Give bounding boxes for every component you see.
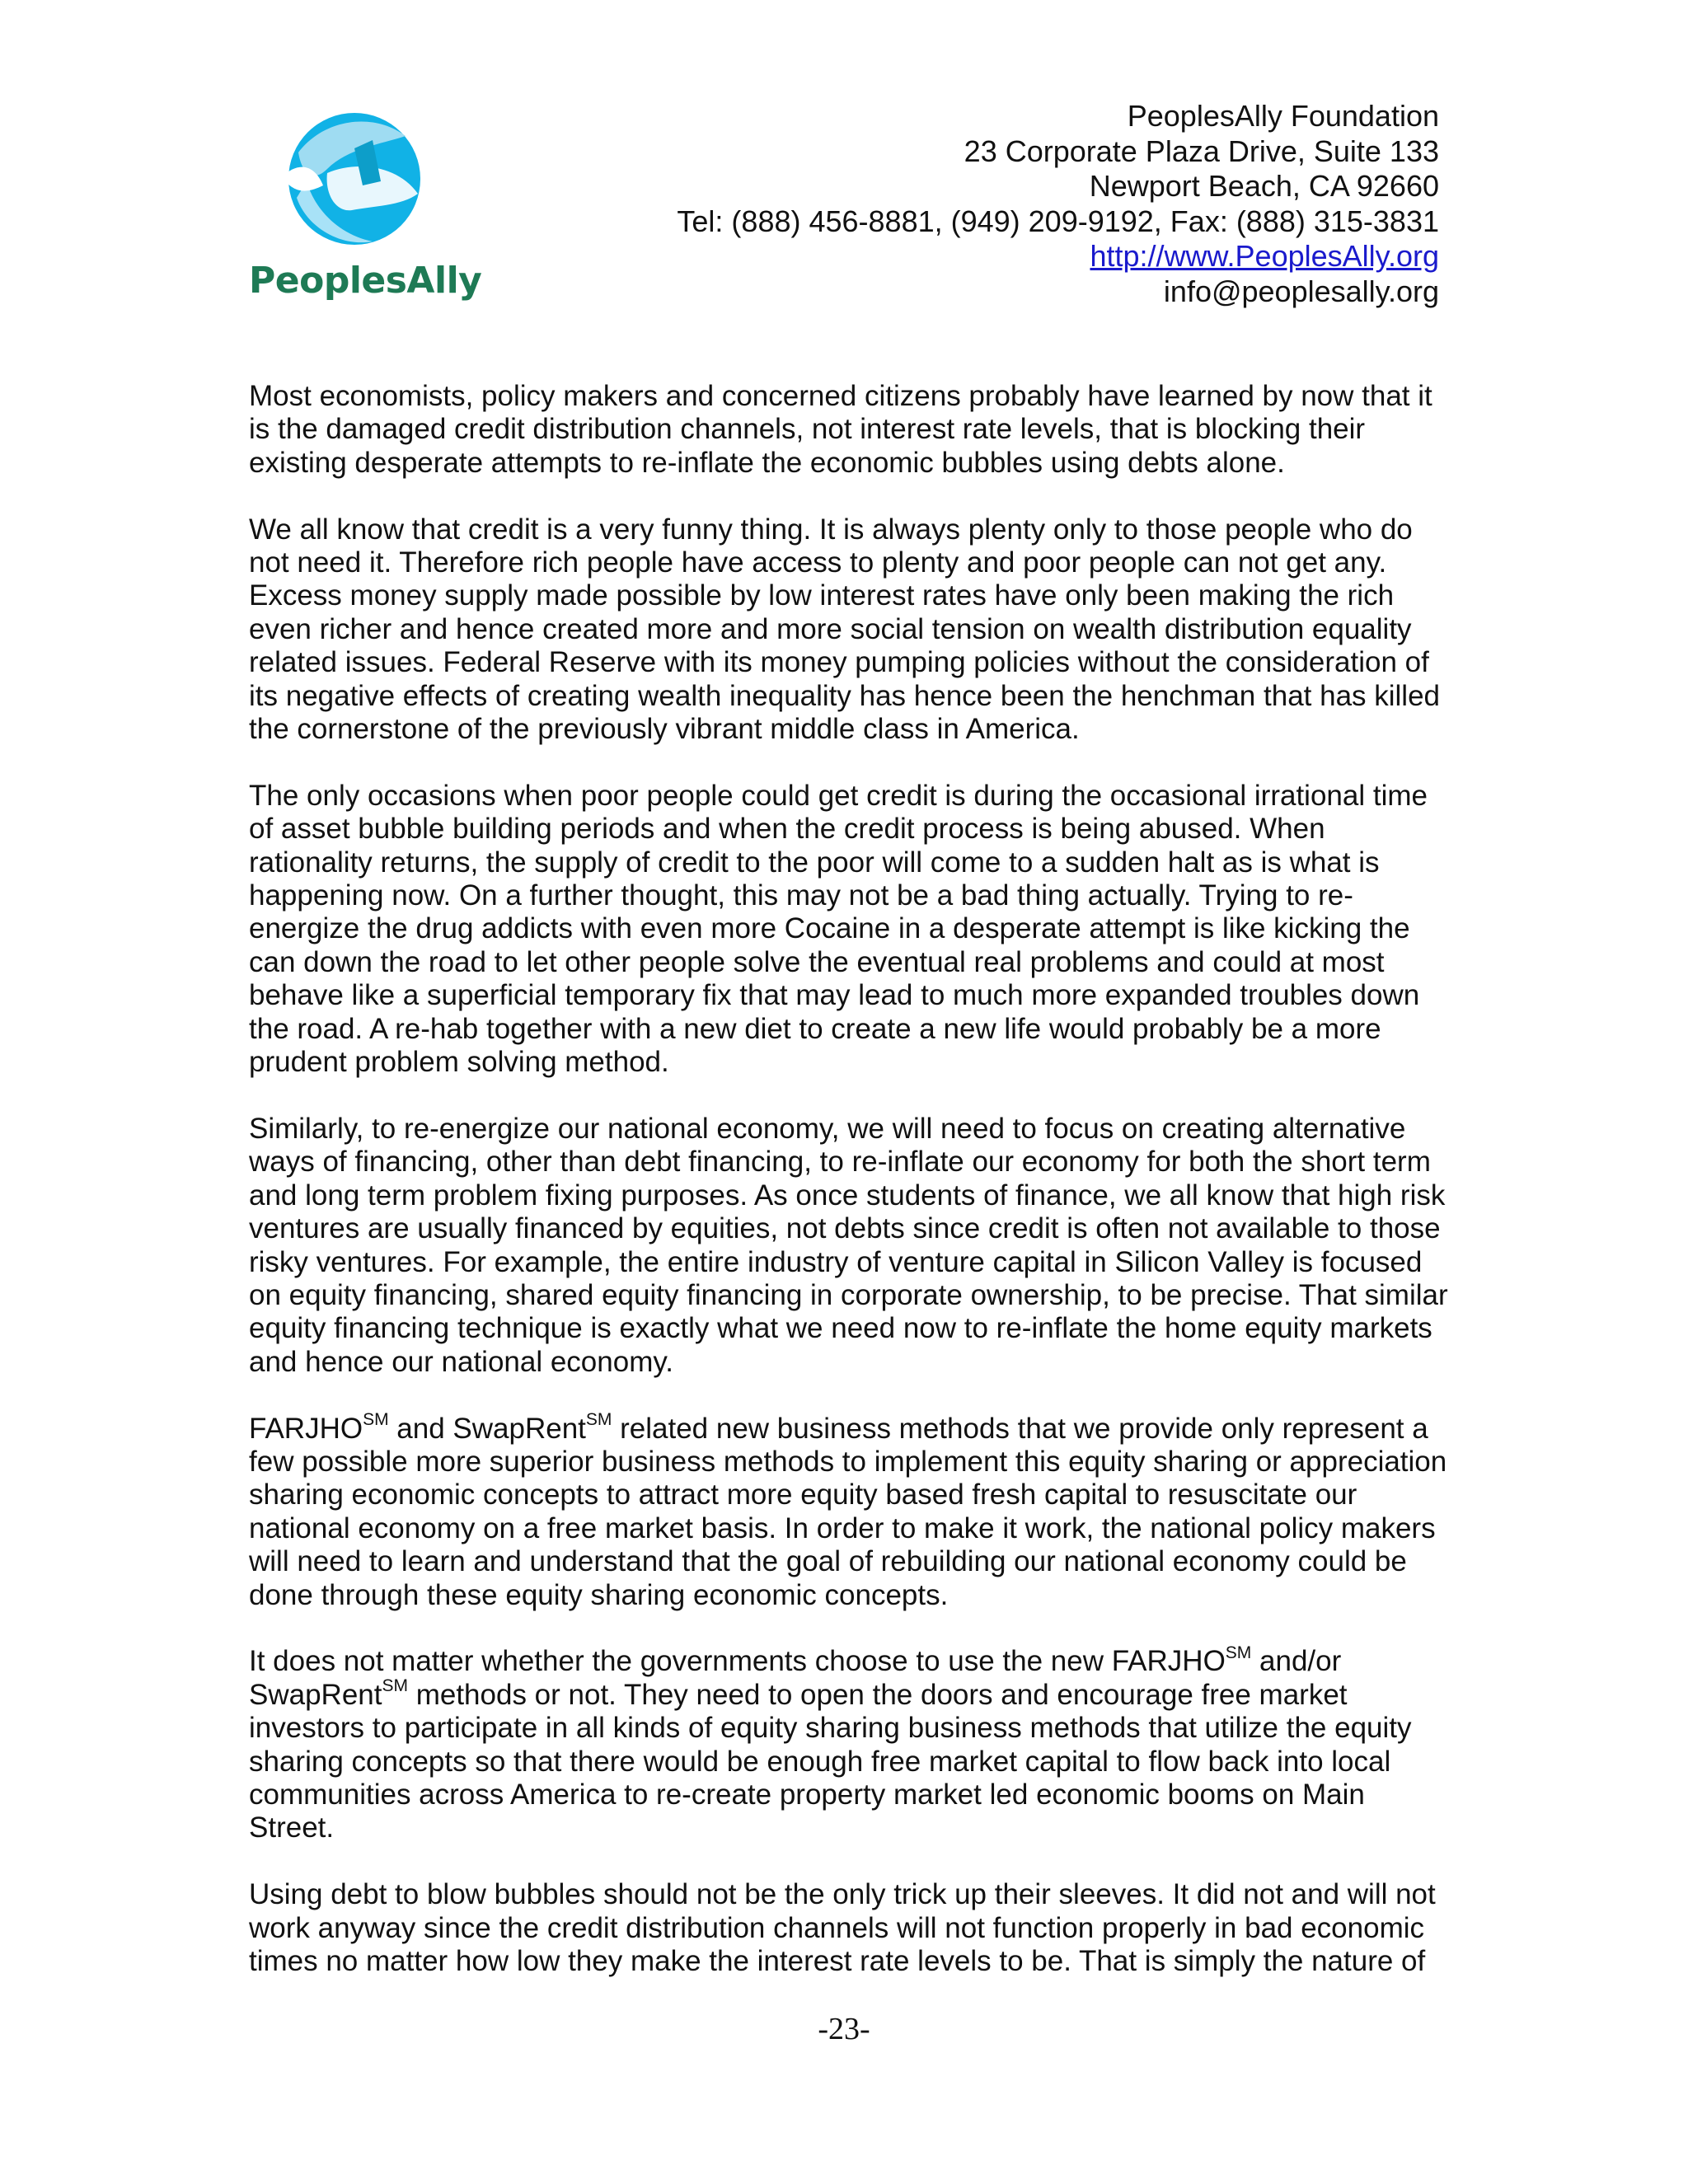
globe-icon bbox=[249, 103, 470, 260]
text-run: and SwapRent bbox=[388, 1412, 586, 1445]
city-state-zip: Newport Beach, CA 92660 bbox=[1089, 169, 1439, 203]
service-mark: SM bbox=[1225, 1643, 1252, 1662]
text-run: related new business methods that we provide only represent a few possible more superior business methods to implement this equity sharing or appreciation sharing economic concepts to attract more equity based fresh capital to resuscitate our national economy on a free market basis. In order to make it work, the national policy makers will need to learn and understand that the goal of rebuilding our national economy could be done through these equity sharing economic concepts. bbox=[249, 1412, 1447, 1611]
service-mark: SM bbox=[585, 1409, 612, 1429]
service-mark: SM bbox=[363, 1409, 389, 1429]
paragraph-5 bbox=[249, 1409, 1452, 1612]
paragraph-6 bbox=[249, 1645, 1452, 1844]
document-body bbox=[249, 380, 1452, 2012]
email-address: info@peoplesally.org bbox=[1163, 274, 1439, 308]
paragraph-1: Most economists, policy makers and concerned citizens probably have learned by now that it is the damaged credit distribution channels, not interest rate levels, that is blocking their existing desperate attempts to re-inflate the economic bubbles using debts alone. bbox=[249, 380, 1432, 479]
service-mark: SM bbox=[382, 1676, 408, 1696]
logo-wordmark: PeoplesAlly bbox=[249, 260, 482, 302]
text-run: It does not matter whether the governments choose to use the new FARJHO bbox=[249, 1645, 1226, 1678]
paragraph-2: We all know that credit is a very funny thing. It is always plenty only to those people who do not need it. Therefore rich people have access to plenty and poor people can not get any. Excess money supply made possible by low interest rates have only been making the rich even richer and hence created more and more social tension on wealth distribution equality related issues. Federal Reserve with its money pumping policies without the consideration of its negative effects of creating wealth inequality has hence been the henchman that has killed the cornerstone of the previously vibrant middle class in America. bbox=[249, 513, 1441, 746]
text-run: FARJHO bbox=[249, 1412, 363, 1445]
text-run: methods or not. They need to open the doors and encourage free market investors to participate in all kinds of equity sharing business methods that utilize the equity sharing concepts so that there would be enough free market capital to flow back into local communities across America to re-create property market led economic booms on Main Street. bbox=[249, 1678, 1412, 1844]
website-link[interactable]: http://www.PeoplesAlly.org bbox=[1090, 239, 1439, 273]
peoplesally-logo bbox=[249, 103, 482, 317]
street-address: 23 Corporate Plaza Drive, Suite 133 bbox=[964, 134, 1439, 168]
paragraph-3: The only occasions when poor people could get credit is during the occasional irrational time of asset bubble building periods and when the credit process is being abused. When rationality returns, the supply of credit to the poor will come to a sudden halt as is what is happening now. On a further thought, this may not be a bad thing actually. Trying to re-energize the drug addicts with even more Cocaine in a desperate attempt is like kicking the can down the road to let other people solve the eventual real problems and could at most behave like a superficial temporary fix that may lead to much more expanded troubles down the road. A re-hab together with a new diet to create a new life would probably be a more prudent problem solving method. bbox=[249, 779, 1428, 1079]
page-number: -23- bbox=[818, 2012, 870, 2046]
phone-fax: Tel: (888) 456-8881, (949) 209-9192, Fax: (888) 315-3831 bbox=[677, 204, 1439, 238]
paragraph-4: Similarly, to re-energize our national economy, we will need to focus on creating alternative ways of financing, other than debt financing, to re-inflate our economy for both the short term and long term problem fixing purposes. As once students of finance, we all know that high risk ventures are usually financed by equities, not debts since credit is often not available to those risky ventures. For example, the entire industry of venture capital in Silicon Valley is focused on equity financing, shared equity financing in corporate ownership, to be precise. That similar equity financing technique is exactly what we need now to re-inflate the home equity markets and hence our national economy. bbox=[249, 1112, 1448, 1378]
paragraph-7: Using debt to blow bubbles should not be the only trick up their sleeves. It did not and will not work anyway since the credit distribution channels will not function properly in bad economic times no matter how low they make the interest rate levels to be. That is simply the nature of bbox=[249, 1878, 1436, 1977]
address-block bbox=[677, 99, 1439, 309]
org-name: PeoplesAlly Foundation bbox=[1127, 99, 1439, 133]
text-run: and/or SwapRent bbox=[249, 1645, 1342, 1711]
